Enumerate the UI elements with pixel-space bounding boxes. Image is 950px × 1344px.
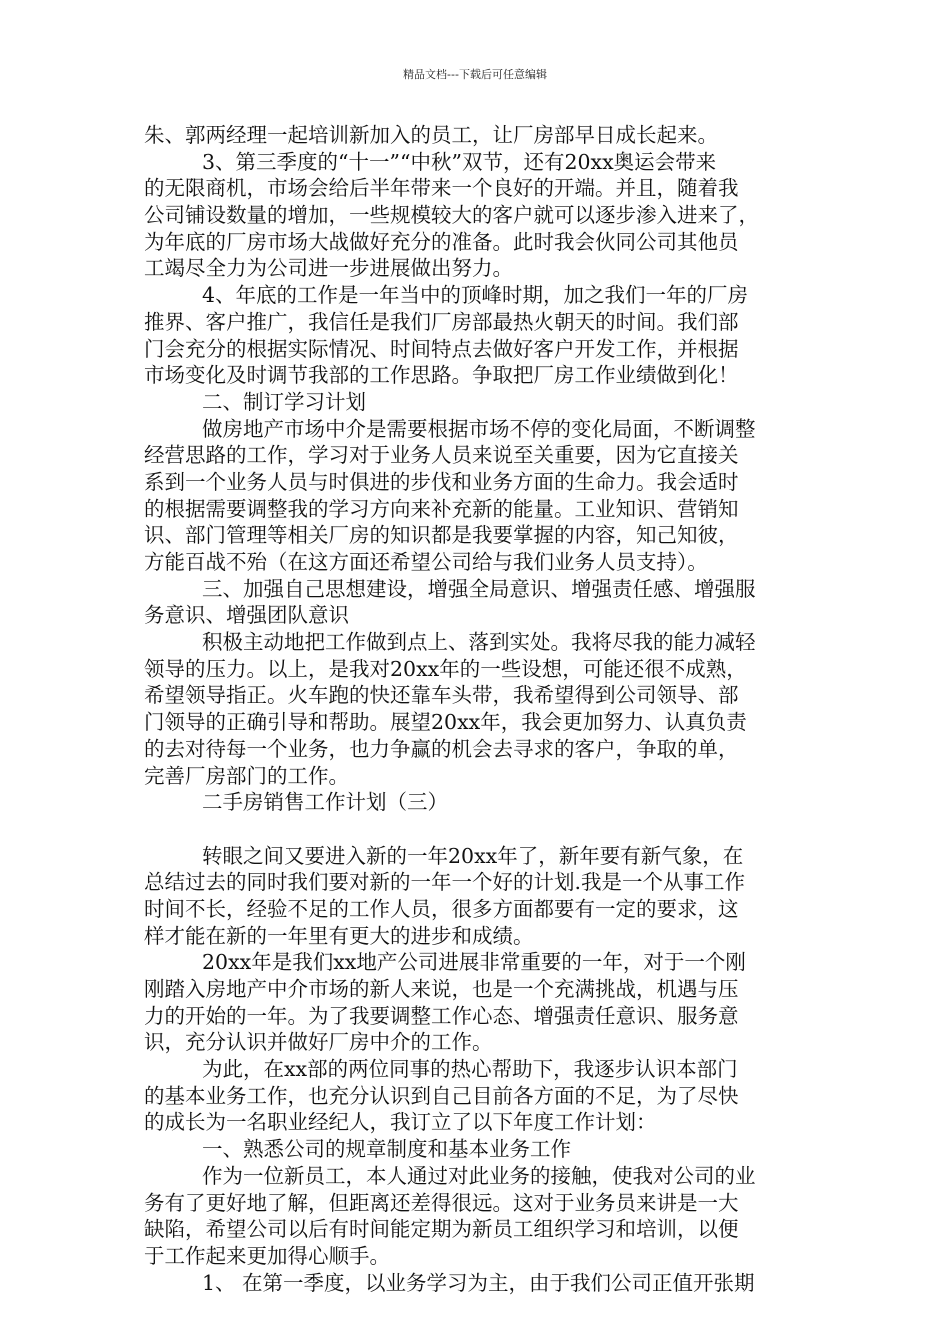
text-line: 系到一个业务人员与时俱进的步伐和业务方面的生命力。我会适时 bbox=[144, 469, 739, 494]
text-line: 3、第三季度的“十一”“中秋”双节，还有20xx奥运会带来 bbox=[202, 149, 717, 174]
text-line: 缺陷，希望公司以后有时间能定期为新员工组织学习和培训，以便 bbox=[144, 1217, 739, 1242]
text-line: 二、制订学习计划 bbox=[202, 389, 366, 414]
text-line: 积极主动地把工作做到点上、落到实处。我将尽我的能力减轻 bbox=[202, 630, 756, 655]
text-line: 1、 在第一季度，以业务学习为主，由于我们公司正值开张期 bbox=[202, 1270, 755, 1295]
text-line: 转眼之间又要进入新的一年20xx年了，新年要有新气象，在 bbox=[202, 843, 744, 868]
text-line: 刚踏入房地产中介市场的新人来说，也是一个充满挑战，机遇与压 bbox=[144, 977, 739, 1001]
text-line: 时间不长，经验不足的工作人员，很多方面都要有一定的要求，这 bbox=[144, 896, 739, 921]
text-line: 作为一位新员工，本人通过对此业务的接触，使我对公司的业 bbox=[202, 1163, 756, 1188]
text-line: 力的开始的一年。为了我要调整工作心态、增强责任意识、服务意 bbox=[144, 1003, 739, 1028]
text-line: 经营思路的工作，学习对于业务人员来说至关重要，因为它直接关 bbox=[144, 443, 739, 468]
text-line: 三、加强自己思想建设，增强全局意识、增强责任感、增强服 bbox=[202, 576, 756, 601]
text-line: 的成长为一名职业经纪人，我订立了以下年度工作计划： bbox=[144, 1110, 657, 1135]
text-line: 门会充分的根据实际情况、时间特点去做好客户开发工作，并根据 bbox=[144, 336, 739, 361]
text-line: 为此，在xx部的两位同事的热心帮助下，我逐步认识本部门 bbox=[202, 1057, 738, 1082]
text-line: 做房地产市场中介是需要根据市场不停的变化局面，不断调整 bbox=[202, 416, 756, 441]
page-header: 精品文档---下载后可任意编辑 bbox=[403, 68, 547, 81]
text-line: 市场变化及时调节我部的工作思路。争取把厂房工作业绩做到化！ bbox=[144, 363, 739, 388]
text-line: 朱、郭两经理一起培训新加入的员工，让厂房部早日成长起来。 bbox=[144, 123, 718, 147]
text-line: 20xx年是我们xx地产公司进展非常重要的一年，对于一个刚 bbox=[202, 950, 746, 975]
text-line: 样才能在新的一年里有更大的进步和成绩。 bbox=[144, 923, 534, 948]
text-line: 务有了更好地了解，但距离还差得很远。这对于业务员来讲是一大 bbox=[144, 1190, 739, 1215]
text-line: 总结过去的同时我们要对新的一年一个好的计划.我是一个从事工作 bbox=[144, 870, 746, 895]
text-line: 4、年底的工作是一年当中的顶峰时期，加之我们一年的厂房 bbox=[202, 283, 749, 308]
text-line: 希望领导指正。火车跑的快还靠车头带，我希望得到公司领导、部 bbox=[144, 683, 739, 708]
text-line: 领导的压力。以上，是我对20xx年的一些设想，可能还很不成熟， bbox=[144, 656, 747, 681]
text-line: 为年底的厂房市场大战做好充分的准备。此时我会伙同公司其他员 bbox=[144, 229, 739, 254]
text-line: 二手房销售工作计划（三） bbox=[202, 790, 448, 815]
text-line: 务意识、增强团队意识 bbox=[144, 603, 349, 628]
text-line: 识、部门管理等相关厂房的知识都是我要掌握的内容，知己知彼， bbox=[144, 523, 739, 548]
text-line: 方能百战不殆（在这方面还希望公司给与我们业务人员支持）。 bbox=[144, 550, 708, 574]
text-line: 推界、客户推广，我信任是我们厂房部最热火朝天的时间。我们部 bbox=[144, 309, 739, 334]
text-line: 识，充分认识并做好厂房中介的工作。 bbox=[144, 1030, 493, 1055]
text-line: 完善厂房部门的工作。 bbox=[144, 763, 349, 788]
text-line: 的去对待每一个业务，也力争赢的机会去寻求的客户，争取的单， bbox=[144, 736, 739, 761]
text-line: 于工作起来更加得心顺手。 bbox=[144, 1243, 390, 1268]
blank-line bbox=[144, 816, 814, 843]
document-body bbox=[144, 122, 814, 1296]
text-line: 工竭尽全力为公司进一步进展做出努力。 bbox=[144, 256, 513, 281]
text-line: 的无限商机，市场会给后半年带来一个良好的开端。并且，随着我 bbox=[144, 176, 739, 201]
text-line: 门领导的正确引导和帮助。展望20xx年，我会更加努力、认真负责 bbox=[144, 710, 747, 735]
text-line: 公司铺设数量的增加，一些规模较大的客户就可以逐步渗入进来了， bbox=[144, 203, 759, 228]
text-line: 的根据需要调整我的学习方向来补充新的能量。工业知识、营销知 bbox=[144, 496, 739, 521]
text-line: 的基本业务工作，也充分认识到自己目前各方面的不足，为了尽快 bbox=[144, 1083, 739, 1108]
text-line: 一、熟悉公司的规章制度和基本业务工作 bbox=[202, 1137, 571, 1162]
